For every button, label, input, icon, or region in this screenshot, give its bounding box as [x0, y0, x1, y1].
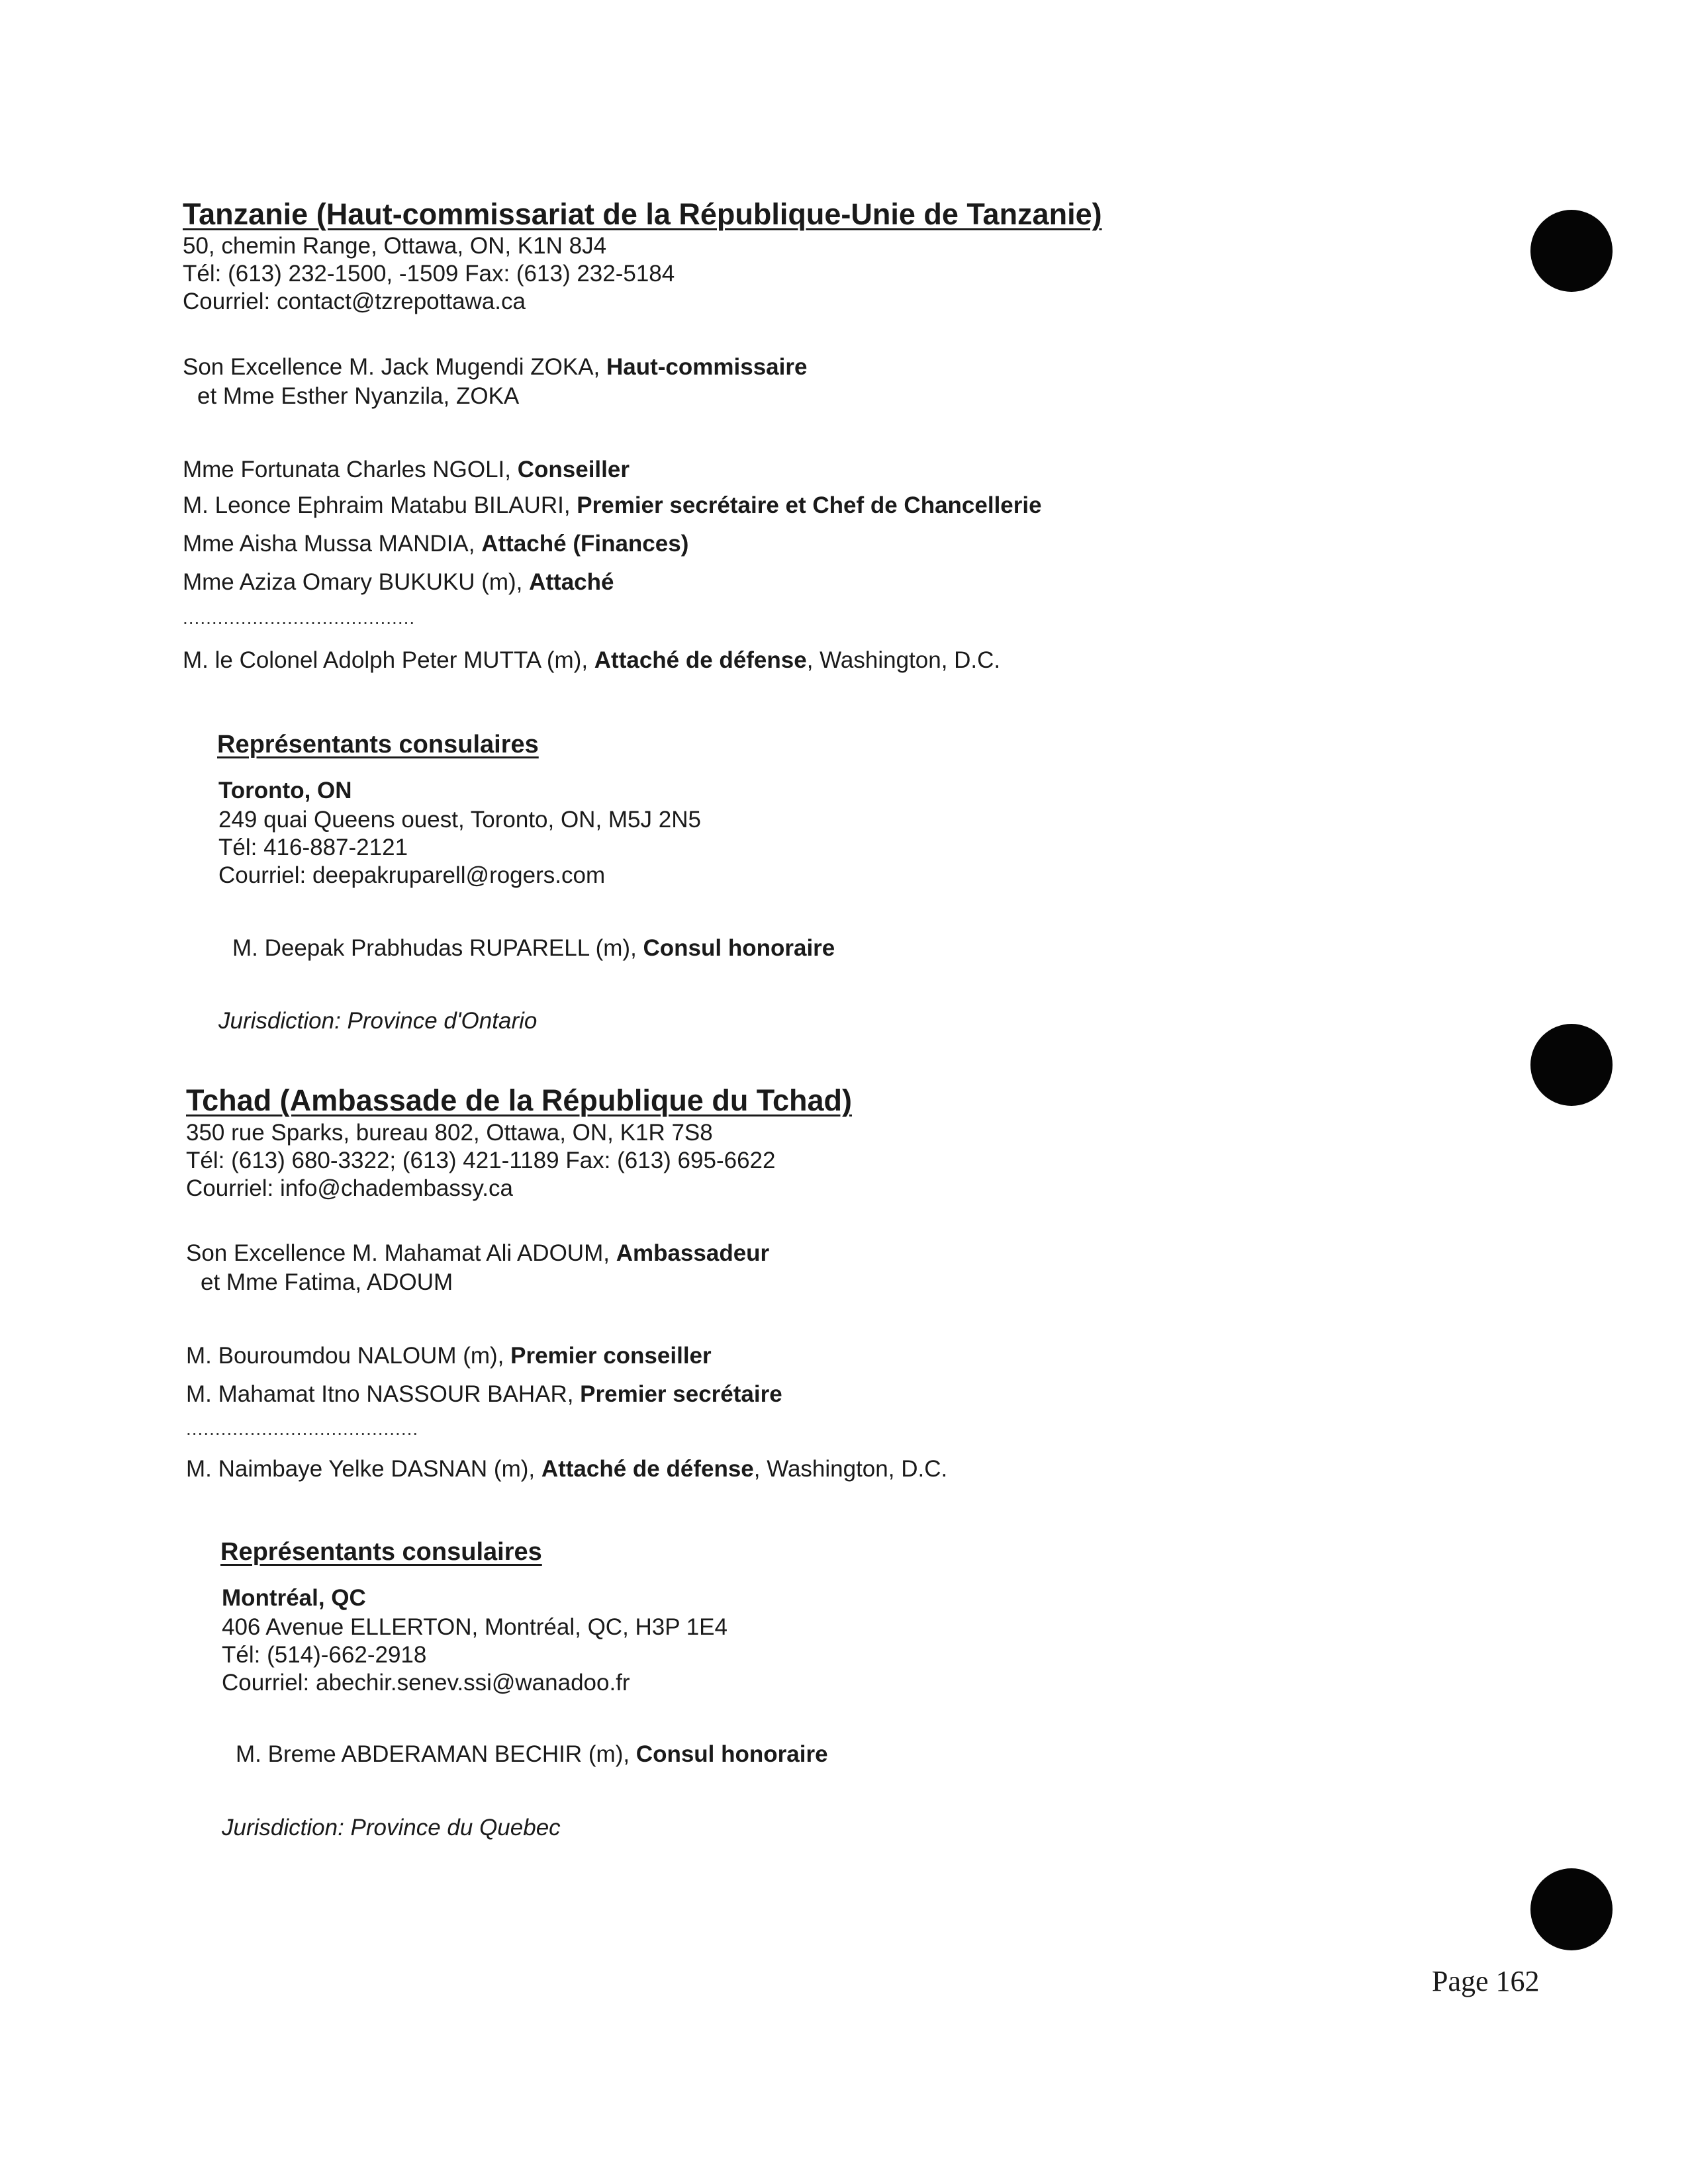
person-name: Mme Aisha Mussa MANDIA, [183, 531, 482, 557]
section-title: Tchad (Ambassade de la République du Tchad) [186, 1083, 852, 1117]
person-name: M. Naimbaye Yelke DASNAN (m), [186, 1456, 541, 1482]
defense-attache-entry [183, 647, 1000, 674]
consul-entry [232, 934, 835, 962]
person-role: Consul honoraire [643, 935, 835, 961]
spouse-line: et Mme Fatima, ADOUM [201, 1269, 453, 1295]
staff-entry [183, 530, 688, 558]
consular-email: Courriel: abechir.senev.ssi@wanadoo.fr [222, 1670, 630, 1696]
person-role: Attaché [529, 569, 614, 595]
punch-hole-bottom [1530, 1868, 1613, 1950]
consular-address: 249 quai Queens ouest, Toronto, ON, M5J 2N5 [218, 807, 701, 833]
consular-heading: Représentants consulaires [217, 731, 539, 758]
head-of-mission [186, 1240, 769, 1267]
consul-entry [236, 1741, 828, 1768]
spouse-line: et Mme Esther Nyanzila, ZOKA [197, 383, 520, 409]
person-name: Son Excellence M. Jack Mugendi ZOKA, [183, 354, 606, 380]
consular-phone: Tél: 416-887-2121 [218, 835, 408, 860]
staff-entry [183, 569, 614, 596]
email-line: Courriel: contact@tzrepottawa.ca [183, 289, 526, 314]
consular-city: Montréal, QC [222, 1585, 366, 1611]
consular-city: Toronto, ON [218, 778, 352, 803]
person-name: M. Bouroumdou NALOUM (m), [186, 1343, 511, 1369]
person-role: Attaché de défense [594, 647, 807, 673]
person-name: Son Excellence M. Mahamat Ali ADOUM, [186, 1240, 616, 1266]
phone-line: Tél: (613) 680-3322; (613) 421-1189 Fax: (613) 695-6622 [186, 1148, 776, 1173]
person-role: Premier secrétaire et Chef de Chancellerie [577, 492, 1042, 518]
person-name: Mme Aziza Omary BUKUKU (m), [183, 569, 530, 595]
person-role: Conseiller [517, 457, 630, 482]
person-role: Haut-commissaire [606, 354, 808, 380]
staff-entry [183, 492, 1042, 520]
defense-attache-entry [186, 1455, 947, 1483]
person-name: M. Leonce Ephraim Matabu BILAURI, [183, 492, 577, 518]
person-name: Mme Fortunata Charles NGOLI, [183, 457, 518, 482]
address-line: 50, chemin Range, Ottawa, ON, K1N 8J4 [183, 233, 607, 259]
head-of-mission [183, 353, 807, 381]
staff-entry [186, 1381, 782, 1408]
phone-line: Tél: (613) 232-1500, -1509 Fax: (613) 232-5184 [183, 261, 675, 287]
staff-entry [186, 1342, 712, 1370]
person-name: M. Deepak Prabhudas RUPARELL (m), [232, 935, 643, 961]
consular-address: 406 Avenue ELLERTON, Montréal, QC, H3P 1E4 [222, 1614, 727, 1640]
staff-entry [183, 456, 630, 484]
person-role: Premier conseiller [510, 1343, 712, 1369]
location-suffix: , Washington, D.C. [806, 647, 1001, 673]
address-line: 350 rue Sparks, bureau 802, Ottawa, ON, K1R 7S8 [186, 1120, 713, 1146]
section-title: Tanzanie (Haut-commissariat de la République-Unie de Tanzanie) [183, 197, 1102, 231]
person-name: M. Mahamat Itno NASSOUR BAHAR, [186, 1381, 581, 1407]
dotted-separator: ........................................ [186, 1418, 419, 1439]
email-line: Courriel: info@chadembassy.ca [186, 1175, 513, 1201]
dotted-separator: ........................................ [183, 608, 416, 628]
consular-email: Courriel: deepakruparell@rogers.com [218, 862, 606, 888]
person-name: M. le Colonel Adolph Peter MUTTA (m), [183, 647, 594, 673]
jurisdiction-note: Jurisdiction: Province du Quebec [222, 1815, 561, 1841]
person-role: Ambassadeur [616, 1240, 770, 1266]
person-role: Attaché de défense [541, 1456, 754, 1482]
person-role: Attaché (Finances) [481, 531, 689, 557]
page-number: Page 162 [1432, 1965, 1540, 1997]
person-role: Premier secrétaire [580, 1381, 782, 1407]
punch-hole-middle [1530, 1024, 1613, 1106]
person-name: M. Breme ABDERAMAN BECHIR (m), [236, 1741, 636, 1767]
punch-hole-top [1530, 210, 1613, 292]
consular-heading: Représentants consulaires [220, 1538, 542, 1566]
jurisdiction-note: Jurisdiction: Province d'Ontario [218, 1008, 538, 1034]
location-suffix: , Washington, D.C. [753, 1456, 948, 1482]
consular-phone: Tél: (514)-662-2918 [222, 1642, 427, 1668]
person-role: Consul honoraire [635, 1741, 828, 1767]
